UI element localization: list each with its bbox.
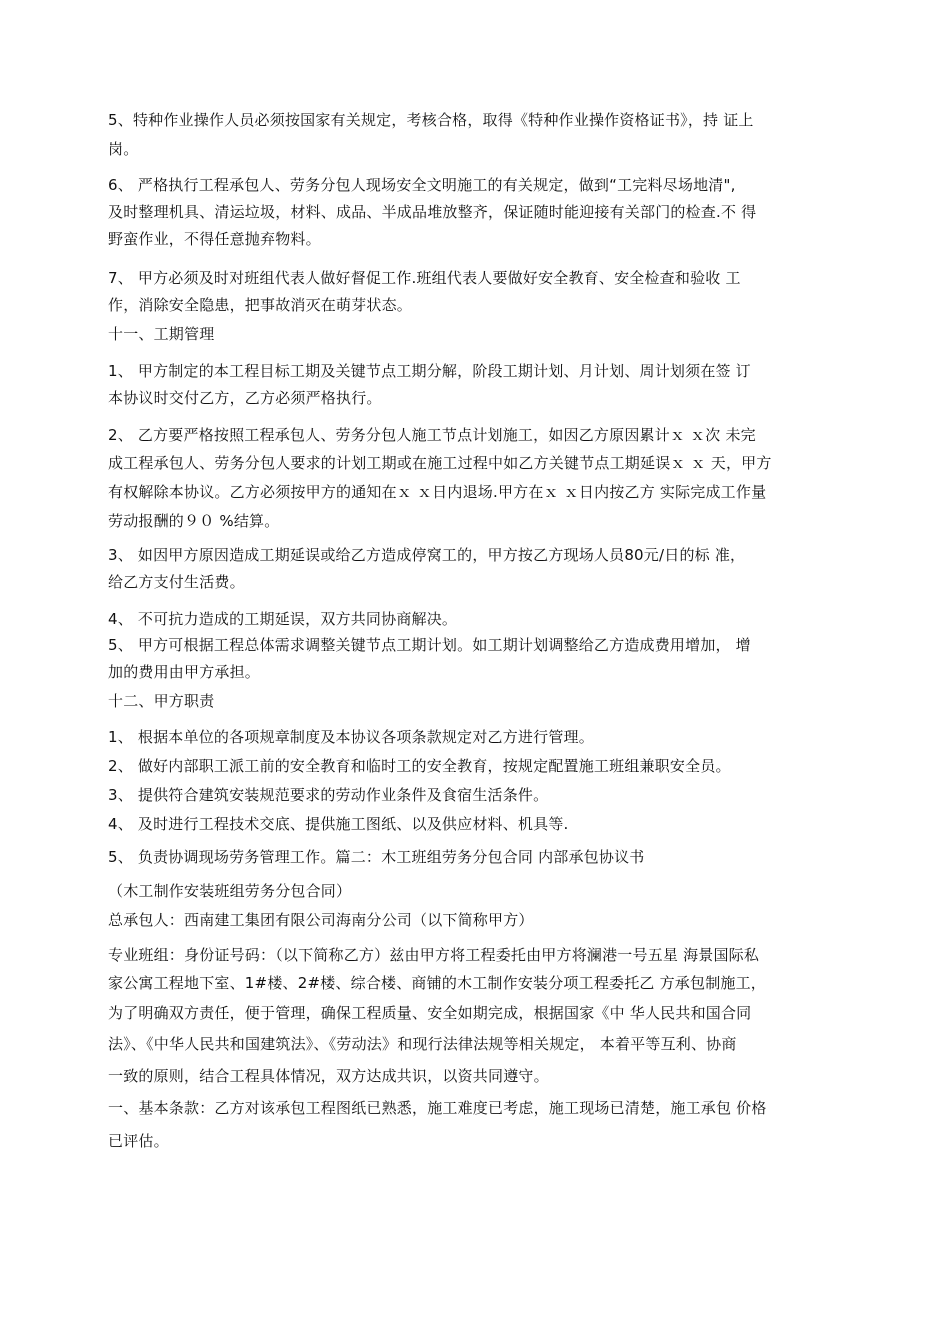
text-line: 6、 严格执行工程承包人、劳务分包人现场安全文明施工的有关规定，做到“工完料尽场地清", <box>108 176 736 194</box>
text-line: 岗。 <box>108 140 139 158</box>
text-line: 本协议时交付乙方，乙方必须严格执行。 <box>108 389 382 407</box>
text-line: （木工制作安装班组劳务分包合同） <box>108 882 352 900</box>
text-line: 5、特种作业操作人员必须按国家有关规定，考核合格，取得《特种作业操作资格证书》，持 证上 <box>108 111 754 129</box>
text-line: 1、 甲方制定的本工程目标工期及关键节点工期分解，阶段工期计划、月计划、周计划须在签 订 <box>108 362 751 380</box>
text-line: 3、 如因甲方原因造成工期延误或给乙方造成停窝工的，甲方按乙方现场人员80元/日的标 准， <box>108 546 746 564</box>
text-line: 法》、《中华人民共和国建筑法》、《劳动法》和现行法律法规等相关规定， 本着平等互利、协商 <box>108 1035 737 1053</box>
text-line: 5、 甲方可根据工程总体需求调整关键节点工期计划。如工期计划调整给乙方造成费用增加， 增 <box>108 636 751 654</box>
text-line: 劳动报酬的９０ %结算。 <box>108 512 280 530</box>
text-line: 专业班组：身份证号码：（以下简称乙方）兹由甲方将工程委托由甲方将澜港一号五星 海景国际私 <box>108 946 760 964</box>
text-line: 总承包人：西南建工集团有限公司海南分公司（以下简称甲方） <box>108 911 534 929</box>
text-line: 4、 及时进行工程技术交底、提供施工图纸、以及供应材料、机具等. <box>108 815 569 833</box>
text-line: 4、 不可抗力造成的工期延误，双方共同协商解决。 <box>108 610 458 628</box>
text-line: 家公寓工程地下室、1#楼、2#楼、综合楼、商铺的木工制作安装分项工程委托乙 方承包制施工， <box>108 974 766 992</box>
text-line: 作，消除安全隐患，把事故消灭在萌芽状态。 <box>108 296 413 314</box>
text-line: 及时整理机具、清运垃圾，材料、成品、半成品堆放整齐，保证随时能迎接有关部门的检查.不 得 <box>108 203 757 221</box>
text-line: 成工程承包人、劳务分包人要求的计划工期或在施工过程中如乙方关键节点工期延误ｘ ｘ 天，甲方 <box>108 454 772 472</box>
text-line: 7、 甲方必须及时对班组代表人做好督促工作.班组代表人要做好安全教育、安全检查和验收 工 <box>108 269 741 287</box>
text-line: 5、 负责协调现场劳务管理工作。篇二：木工班组劳务分包合同 内部承包协议书 <box>108 848 645 866</box>
text-line: 为了明确双方责任，便于管理，确保工程质量、安全如期完成，根据国家《中 华人民共和国合同 <box>108 1004 752 1022</box>
text-line: 一、基本条款：乙方对该承包工程图纸已熟悉，施工难度已考虑，施工现场已清楚，施工承包 价格 <box>108 1099 767 1117</box>
text-line: 3、 提供符合建筑安装规范要求的劳动作业条件及食宿生活条件。 <box>108 786 549 804</box>
text-line: 2、 做好内部职工派工前的安全教育和临时工的安全教育，按规定配置施工班组兼职安全员。 <box>108 757 731 775</box>
text-line: 2、 乙方要严格按照工程承包人、劳务分包人施工节点计划施工，如因乙方原因累计ｘ ｘ次 未完 <box>108 426 756 444</box>
text-line: 1、 根据本单位的各项规章制度及本协议各项条款规定对乙方进行管理。 <box>108 728 594 746</box>
text-line: 有权解除本协议。乙方必须按甲方的通知在ｘ ｘ日内退场.甲方在ｘ ｘ日内按乙方 实际完成工作量 <box>108 483 767 501</box>
section-heading: 十一、工期管理 <box>108 325 215 343</box>
text-line: 野蛮作业，不得任意抛弃物料。 <box>108 230 321 248</box>
text-line: 给乙方支付生活费。 <box>108 573 245 591</box>
text-line: 加的费用由甲方承担。 <box>108 663 261 681</box>
text-line: 已评估。 <box>108 1132 169 1150</box>
text-line: 一致的原则，结合工程具体情况，双方达成共识，以资共同遵守。 <box>108 1067 549 1085</box>
section-heading: 十二、甲方职责 <box>108 692 215 710</box>
